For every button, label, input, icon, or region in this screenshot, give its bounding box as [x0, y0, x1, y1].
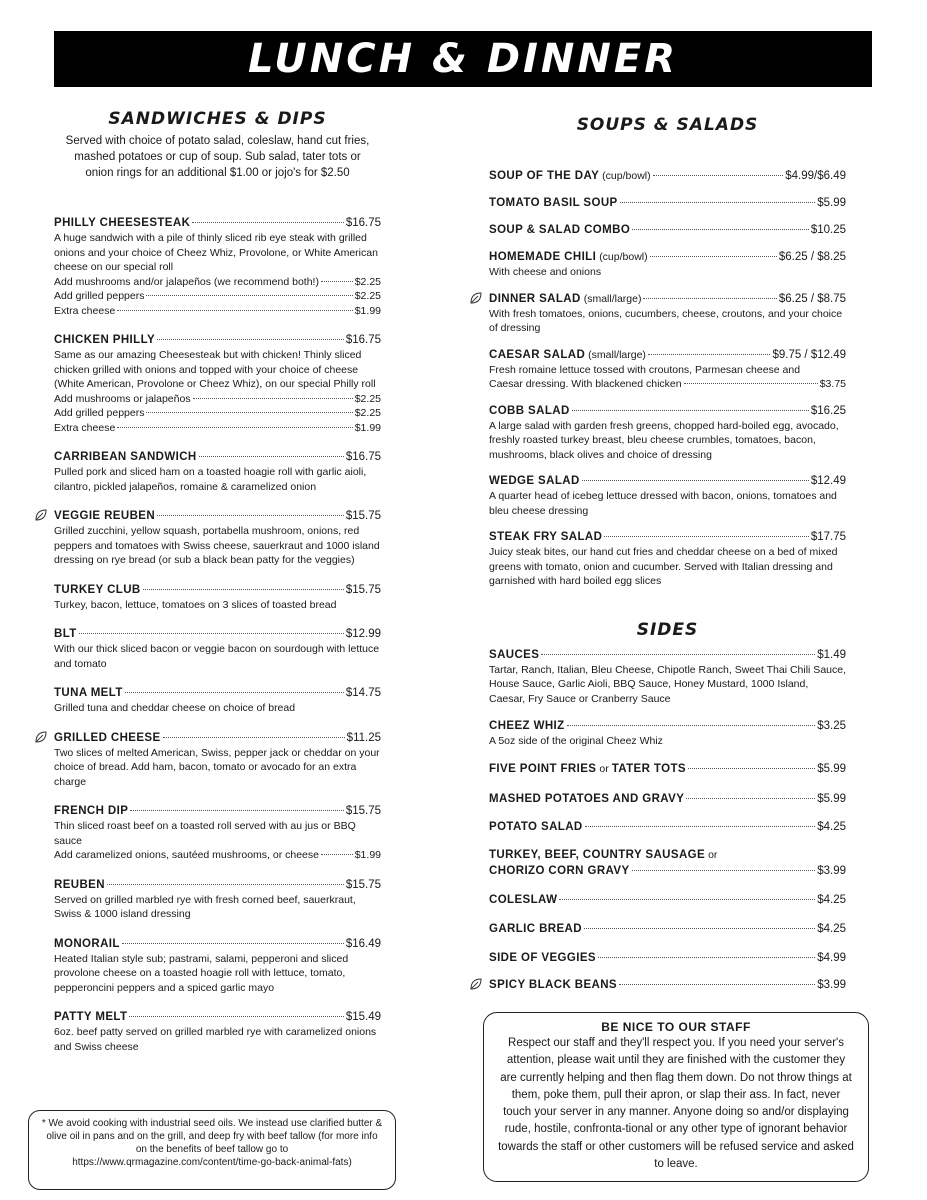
dot-leader: [582, 480, 809, 481]
menu-item: [54, 877, 381, 922]
sides-title: SIDES: [636, 619, 699, 640]
item-price: $3.99: [817, 864, 846, 877]
item-description: Fresh romaine lettuce tossed with croutons, Parmesan cheese and: [489, 363, 801, 376]
item-price: $15.75: [345, 510, 381, 522]
item-price: $16.75: [345, 451, 381, 463]
addon-label: Add caramelized onions, sautéed mushrooms, or cheese: [54, 849, 319, 861]
menu-item: [489, 529, 846, 589]
item-name: MONORAIL: [54, 937, 120, 950]
dot-leader: [193, 398, 353, 399]
dot-leader: [143, 589, 344, 590]
item-or-text: or: [599, 762, 609, 775]
addon-label: Add grilled peppers: [54, 290, 145, 302]
staff-notice-box: [483, 1012, 869, 1182]
item-name: CAESAR SALAD: [489, 348, 586, 361]
item-price: $5.99: [817, 762, 846, 775]
staff-notice-text: Respect our staff and they'll respect you. If you need your server's attention, please wait until they are finished with the customer they are currently helping and then flag them down. Do not throw things at them, poke them, pull their apron, or slap their ass. In fact, never touch your server in any manner. Anyone doing so and/or displaying rude, hostile, confronta-tional or any other type of ignorant behavior towards the staff or other customers will be refused service and asked to leave.: [498, 1037, 854, 1171]
dot-leader: [541, 654, 815, 655]
menu-item: [489, 222, 846, 238]
item-size-note: (small/large): [588, 348, 646, 361]
addon-row: [54, 304, 381, 319]
menu-item: [489, 403, 846, 463]
addon-price: $2.25: [354, 407, 381, 419]
item-description: Grilled zucchini, yellow squash, portabella mushroom, onions, red peppers and tomatoes with Swiss cheese, sauerkraut and 1000 island dressing on rye bread (or sub a black bean patty for the veggies): [54, 525, 380, 566]
menu-item: [489, 291, 846, 336]
dot-leader: [146, 412, 352, 413]
menu-item: [489, 761, 846, 777]
item-name: CARRIBEAN SANDWICH: [54, 451, 197, 463]
item-price: $16.25: [810, 404, 846, 417]
soups-title: SOUPS & SALADS: [576, 115, 759, 135]
dot-leader: [130, 810, 344, 811]
item-name-alt: TATER TOTS: [611, 762, 686, 775]
item-description: Turkey, bacon, lettuce, tomatoes on 3 slices of toasted bread: [54, 598, 337, 611]
item-price: $5.99: [817, 792, 846, 805]
item-name: PATTY MELT: [54, 1011, 128, 1023]
dot-leader: [117, 427, 352, 428]
item-name: VEGGIE REUBEN: [54, 510, 156, 522]
dot-leader: [321, 854, 353, 855]
item-description: Thin sliced roast beef on a toasted roll served with au jus or BBQ sauce: [54, 820, 356, 847]
item-description: With cheese and onions: [489, 266, 602, 278]
dot-leader: [157, 515, 344, 516]
item-price: $14.75: [345, 687, 381, 699]
dot-leader: [604, 536, 808, 537]
item-name: SOUP OF THE DAY: [489, 170, 600, 182]
item-description: With our thick sliced bacon or veggie bacon on sourdough with lettuce and tomato: [54, 643, 380, 670]
menu-item: [54, 332, 381, 435]
addon-price: $1.99: [354, 421, 381, 434]
dot-leader: [620, 202, 816, 203]
item-price: $16.75: [345, 217, 381, 229]
soups-salads-section: [489, 114, 846, 993]
menu-item: [489, 195, 846, 211]
item-name: SAUCES: [489, 648, 540, 661]
leaf-icon: [469, 977, 483, 991]
item-name: SIDE OF VEGGIES: [489, 951, 596, 964]
item-name-alt: CHORIZO CORN GRAVY: [489, 864, 630, 877]
dot-leader: [129, 1016, 343, 1017]
item-price: $9.75 / $12.49: [772, 348, 846, 361]
menu-item: [489, 249, 846, 280]
item-name: SPICY BLACK BEANS: [489, 978, 617, 991]
item-description: Juicy steak bites, our hand cut fries and cheddar cheese on a bed of mixed greens with tomato, onion and cucumber. Served with Italian dressing and garnished with hard boiled egg slices: [489, 546, 838, 587]
item-name: DINNER SALAD: [489, 292, 581, 305]
dot-leader: [648, 354, 771, 355]
item-name: POTATO SALAD: [489, 820, 583, 833]
item-name: FIVE POINT FRIES: [489, 762, 597, 775]
dot-leader: [199, 456, 344, 457]
addon-price: $1.99: [354, 304, 381, 317]
item-description: Two slices of melted American, Swiss, pepper jack or cheddar on your choice of bread. Add ham, bacon, tomato or avocado for an extra charge: [54, 746, 380, 788]
item-description: 6oz. beef patty served on grilled marbled rye with caramelized onions and Swiss cheese: [54, 1026, 377, 1053]
item-description: Heated Italian style sub; pastrami, salami, pepperoni and sliced provolone cheese on a toasted hoagie roll with lettuce, tomato, pepperoncini peppers and a spiced garlic mayo: [54, 952, 349, 994]
menu-item: [489, 168, 846, 184]
item-description: Tartar, Ranch, Italian, Bleu Cheese, Chipotle Ranch, Sweet Thai Chili Sauce, House Sauce, Garlic Aioli, BBQ Sauce, Honey Mustard, 1000 Island, Caesar, Fry Sauce or Cranberry Sauce: [489, 663, 846, 705]
item-name: HOMEMADE CHILI: [489, 251, 597, 263]
addon-label: Extra cheese: [54, 421, 116, 434]
menu-item: [489, 819, 846, 835]
item-name: TUNA MELT: [54, 687, 123, 699]
item-price: $5.99: [817, 197, 846, 209]
addon-price: $2.25: [354, 275, 381, 288]
item-description: Served on grilled marbled rye with fresh corned beef, sauerkraut, Swiss & 1000 island dressing: [54, 893, 356, 920]
item-name: COLESLAW: [489, 893, 558, 906]
item-name: FRENCH DIP: [54, 805, 129, 817]
item-price: $4.25: [817, 820, 846, 833]
dot-leader: [653, 175, 784, 176]
item-name: PHILLY CHEESESTEAK: [54, 217, 191, 229]
addon-label: Caesar dressing. With blackened chicken: [489, 378, 682, 390]
dot-leader: [117, 310, 352, 311]
item-price: $4.25: [817, 893, 846, 906]
item-price: $12.49: [810, 475, 846, 487]
addon-row: [54, 275, 381, 290]
item-price: $3.99: [817, 978, 846, 991]
menu-item: [54, 936, 381, 996]
item-size-note: (small/large): [583, 292, 642, 305]
item-description: Grilled tuna and cheddar cheese on choice of bread: [54, 702, 296, 714]
addon-row: [489, 377, 846, 392]
item-name: REUBEN: [54, 878, 105, 891]
addon-label: Extra cheese: [54, 304, 116, 317]
addon-label: Add grilled peppers: [54, 407, 145, 419]
addon-label: Add mushrooms and/or jalapeños (we recommend both!): [54, 275, 319, 288]
item-price: $4.25: [817, 922, 846, 935]
menu-item: [489, 950, 846, 966]
item-name: WEDGE SALAD: [489, 475, 580, 487]
item-price: $16.75: [345, 334, 381, 346]
dot-leader: [163, 737, 345, 738]
addon-price: $2.25: [354, 290, 381, 302]
menu-item: [489, 847, 846, 879]
item-name: CHICKEN PHILLY: [54, 334, 156, 346]
dot-leader: [157, 339, 344, 340]
dot-leader: [107, 884, 344, 885]
seed-oil-note: * We avoid cooking with industrial seed oils. We instead use clarified butter & olive oil in pans and on the grill, and deep fry with beef tallow (for more info on the benefits of beef tallow go to https://www.qrmagazine.com/content/time-go-back-animal-fats): [28, 1110, 396, 1190]
item-price: $6.25 / $8.75: [778, 292, 846, 305]
item-description: A huge sandwich with a pile of thinly sliced rib eye steak with grilled onions and your choice of Cheez Whiz, Provolone, or White American cheese on our special roll: [54, 232, 378, 273]
addon-price: $2.25: [354, 392, 381, 405]
dot-leader: [632, 870, 816, 871]
addon-label: Add mushrooms or jalapeños: [54, 392, 191, 405]
dot-leader: [146, 295, 352, 296]
menu-item: [489, 892, 846, 908]
dot-leader: [122, 943, 344, 944]
addon-row: [54, 421, 381, 436]
dot-leader: [321, 281, 353, 282]
item-description: A quarter head of icebeg lettuce dressed with bacon, onions, tomatoes and bleu cheese dressing: [489, 490, 837, 517]
menu-item: [489, 647, 846, 707]
dot-leader: [684, 383, 818, 384]
leaf-icon: [34, 508, 48, 522]
menu-item: [54, 449, 381, 494]
item-name: CHEEZ WHIZ: [489, 720, 565, 732]
dot-leader: [572, 410, 809, 411]
menu-item: [54, 626, 381, 671]
sandwiches-section: [54, 108, 381, 1054]
item-description: A large salad with garden fresh greens, chopped hard-boiled egg, avocado, freshly roasted turkey breast, bleu cheese crumbles, tomatoes, bacon, mushrooms, black olives and choice of dressing: [489, 419, 839, 461]
item-name: BLT: [54, 628, 77, 640]
page-banner: LUNCH & DINNER: [54, 31, 872, 87]
item-price: $17.75: [810, 531, 846, 543]
dot-leader: [584, 928, 815, 929]
item-name: GARLIC BREAD: [489, 922, 582, 935]
dot-leader: [643, 298, 776, 299]
item-description: A 5oz side of the original Cheez Whiz: [489, 735, 663, 747]
leaf-icon: [469, 291, 483, 305]
item-name: STEAK FRY SALAD: [489, 531, 603, 543]
addon-price: $1.99: [354, 849, 381, 861]
dot-leader: [688, 768, 815, 769]
item-size-note: (cup/bowl): [602, 170, 651, 182]
item-price: $11.25: [346, 731, 381, 744]
item-price: $15.75: [345, 583, 381, 596]
menu-item: [489, 347, 846, 392]
menu-item: [489, 473, 846, 518]
item-price: $16.49: [345, 937, 381, 950]
menu-item: [54, 1009, 381, 1054]
leaf-icon: [34, 730, 48, 744]
item-description: Same as our amazing Cheesesteak but with chicken! Thinly sliced chicken grilled with onions and topped with your choice of cheese (White American, Provolone or Cheez Whiz), on our special Philly roll: [54, 349, 376, 390]
item-price: $15.75: [345, 805, 381, 817]
dot-leader: [192, 222, 344, 223]
addon-row: [54, 848, 381, 863]
sandwiches-subtitle: Served with choice of potato salad, coleslaw, hand cut fries, mashed potatoes or cup of soup. Sub salad, tater tots or onion rings for an additional $1.00 or jojo's for $2.50: [65, 135, 370, 179]
item-size-note: (cup/bowl): [599, 251, 648, 263]
dot-leader: [585, 826, 816, 827]
item-name: MASHED POTATOES AND GRAVY: [489, 792, 685, 805]
dot-leader: [619, 984, 815, 985]
item-price: $12.99: [345, 628, 381, 640]
menu-item: [489, 977, 846, 993]
item-price: $4.99/$6.49: [785, 170, 846, 182]
item-name: GRILLED CHEESE: [54, 731, 161, 744]
dot-leader: [567, 725, 816, 726]
menu-item: [54, 215, 381, 318]
sandwiches-title: SANDWICHES & DIPS: [108, 109, 327, 129]
dot-leader: [125, 692, 344, 693]
item-price: $6.25 / $8.25: [778, 251, 846, 263]
menu-item: [489, 718, 846, 749]
dot-leader: [632, 229, 809, 230]
item-or-text: or: [708, 848, 718, 861]
addon-row: [54, 392, 381, 407]
item-name: TURKEY CLUB: [54, 583, 141, 596]
menu-item: [54, 803, 381, 863]
item-price: $15.49: [345, 1011, 381, 1023]
item-name: TURKEY, BEEF, COUNTRY SAUSAGE: [489, 848, 706, 861]
dot-leader: [686, 798, 815, 799]
addon-price: $3.75: [819, 378, 846, 390]
item-price: $15.75: [345, 878, 381, 891]
menu-item: [54, 730, 381, 790]
item-price: $3.25: [817, 720, 846, 732]
item-description: Pulled pork and sliced ham on a toasted hoagie roll with garlic aioli, cilantro, pickled jalapeños, romaine & caramelized onion: [54, 466, 367, 493]
dot-leader: [650, 256, 777, 257]
item-price: $4.99: [817, 951, 846, 964]
dot-leader: [598, 957, 815, 958]
item-description: With fresh tomatoes, onions, cucumbers, cheese, croutons, and your choice of dressing: [489, 307, 843, 334]
menu-item: [489, 921, 846, 937]
dot-leader: [559, 899, 815, 900]
menu-item: [54, 582, 381, 613]
item-name: COBB SALAD: [489, 404, 570, 417]
dot-leader: [79, 633, 344, 634]
menu-item: [54, 685, 381, 716]
addon-row: [54, 406, 381, 421]
item-name: TOMATO BASIL SOUP: [489, 197, 618, 209]
item-price: $1.49: [817, 648, 846, 661]
menu-item: [489, 791, 846, 807]
menu-item: [54, 508, 381, 568]
staff-notice-title: BE NICE TO OUR STAFF: [601, 1020, 751, 1034]
addon-row: [54, 289, 381, 304]
item-price: $10.25: [810, 224, 846, 236]
item-name: SOUP & SALAD COMBO: [489, 224, 631, 236]
